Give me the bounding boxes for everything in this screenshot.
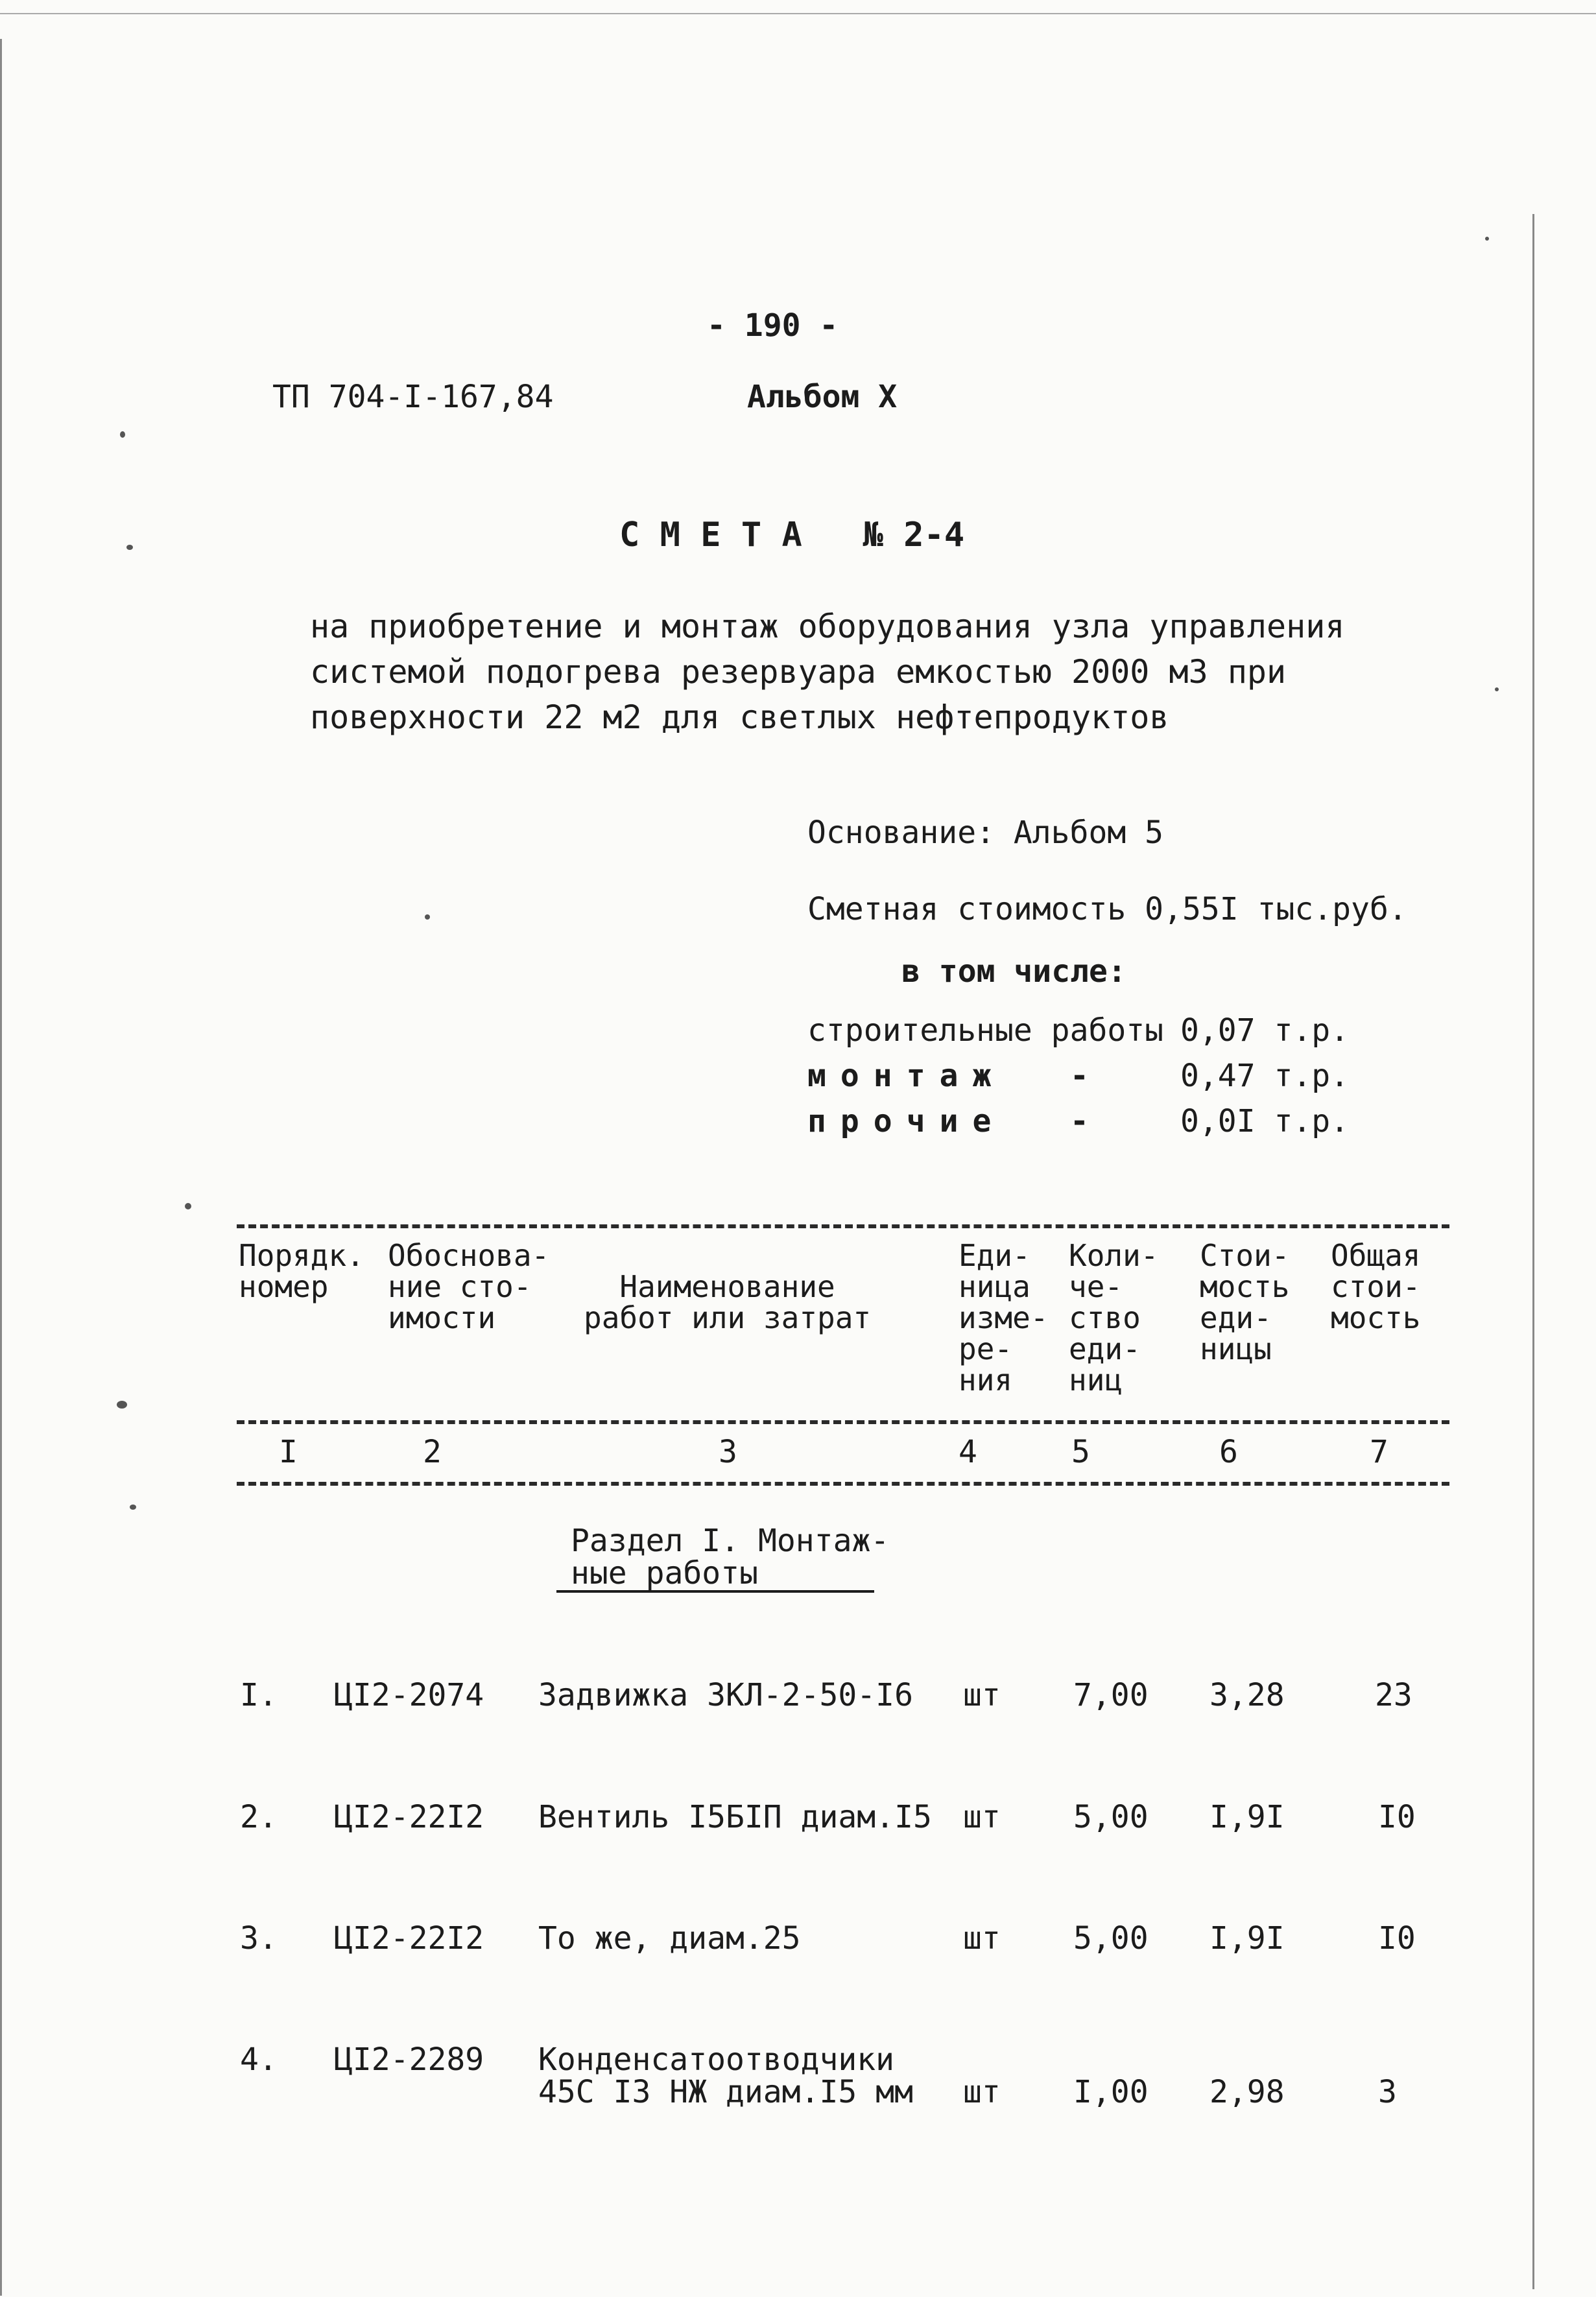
row-4-name-line-2: 45С I3 НЖ диам.I5 мм (538, 2074, 913, 2110)
row-1-name: Задвижка ЗКЛ-2-50-I6 (538, 1677, 913, 1713)
header-work-name: Наименование работ или затрат (584, 1269, 872, 1335)
column-number-7: 7 (1370, 1434, 1388, 1470)
row-4-unit: шт (963, 2074, 1001, 2110)
row-3-name: То же, диам.25 (538, 1920, 801, 1957)
row-4-number: 4. (240, 2041, 278, 2078)
row-3-code: ЦI2-22I2 (334, 1920, 484, 1957)
row-2-unit-cost: I,9I (1209, 1799, 1285, 1835)
section-title-line-2: ные работы (571, 1555, 758, 1591)
scan-speck (126, 545, 133, 550)
row-3-unit: шт (963, 1920, 1001, 1957)
row-1-unit-cost: 3,28 (1209, 1677, 1285, 1713)
row-3-quantity: 5,00 (1073, 1920, 1149, 1957)
row-4-code: ЦI2-2289 (334, 2041, 484, 2078)
breakdown-value-construction: 0,07 т.р. (1180, 1012, 1350, 1049)
header-total-cost: Общая стои- мость (1331, 1238, 1421, 1335)
scan-speck (185, 1203, 191, 1209)
section-title-underline (556, 1590, 874, 1593)
row-2-code: ЦI2-22I2 (334, 1799, 484, 1835)
document-title: С М Е Т А № 2-4 (619, 516, 965, 554)
row-3-unit-cost: I,9I (1209, 1920, 1285, 1957)
header-quantity: Коли- че- ство еди- ниц (1069, 1238, 1159, 1398)
scan-speck (1485, 237, 1489, 241)
header-unit-cost: Стои- мость еди- ницы (1200, 1238, 1290, 1366)
scan-speck (120, 431, 125, 438)
table-top-rule (237, 1224, 1449, 1228)
breakdown-label-installation: монтаж (807, 1058, 1006, 1094)
subtitle-line-1: на приобретение и монтаж оборудования узла управления (310, 608, 1345, 645)
row-4-total: 3 (1378, 2074, 1397, 2110)
column-number-3: 3 (719, 1434, 737, 1470)
section-title-line-1: Раздел I. Монтаж- (571, 1523, 890, 1559)
breakdown-dash-installation: - (1070, 1058, 1089, 1094)
breakdown-label-construction: строительные работы (807, 1012, 1164, 1049)
row-4-unit-cost: 2,98 (1209, 2074, 1285, 2110)
document-code: ТП 704-I-167,84 (272, 379, 554, 415)
header-order-number: Порядк. номер (239, 1238, 364, 1304)
row-2-total: I0 (1378, 1799, 1416, 1835)
subtitle-line-3: поверхности 22 м2 для светлых нефтепродуктов (310, 698, 1169, 736)
breakdown-label-other: прочие (807, 1103, 1006, 1139)
row-2-quantity: 5,00 (1073, 1799, 1149, 1835)
subtitle-line-2: системой подогрева резервуара емкостью 2000 м3 при (310, 653, 1287, 691)
row-2-name: Вентиль I5БIП диам.I5 (538, 1799, 932, 1835)
column-number-4: 4 (959, 1434, 977, 1470)
column-number-1: I (279, 1434, 298, 1470)
row-4-name-line-1: Конденсатоотводчики (538, 2041, 895, 2078)
scan-speck (130, 1505, 136, 1510)
row-3-number: 3. (240, 1920, 278, 1957)
row-1-quantity: 7,00 (1073, 1677, 1149, 1713)
page-number: - 190 - (707, 307, 839, 344)
scan-edge-left (0, 39, 2, 2296)
including-text: в том числе: (901, 953, 1126, 990)
row-1-unit: шт (963, 1677, 1001, 1713)
breakdown-value-installation: 0,47 т.р. (1180, 1058, 1350, 1094)
scan-edge-top (0, 13, 1596, 14)
scan-edge-right (1532, 214, 1534, 2289)
header-unit: Еди- ница изме- ре- ния (959, 1238, 1049, 1398)
header-bottom-rule (237, 1420, 1449, 1424)
scan-speck (1495, 687, 1499, 691)
scan-speck (117, 1401, 127, 1409)
column-numbers-bottom-rule (237, 1482, 1449, 1486)
row-1-number: I. (240, 1677, 278, 1713)
column-number-5: 5 (1071, 1434, 1090, 1470)
breakdown-value-other: 0,0I т.р. (1180, 1103, 1350, 1139)
row-1-code: ЦI2-2074 (334, 1677, 484, 1713)
row-2-unit: шт (963, 1799, 1001, 1835)
row-4-quantity: I,00 (1073, 2074, 1149, 2110)
estimated-cost-text: Сметная стоимость 0,55I тыс.руб. (807, 891, 1407, 927)
breakdown-dash-other: - (1070, 1103, 1089, 1139)
row-3-total: I0 (1378, 1920, 1416, 1957)
row-2-number: 2. (240, 1799, 278, 1835)
column-number-2: 2 (423, 1434, 442, 1470)
header-cost-basis: Обоснова- ние сто- имости (388, 1238, 550, 1335)
album-label: Альбом X (747, 379, 898, 415)
basis-text: Основание: Альбом 5 (807, 815, 1164, 851)
row-1-total: 23 (1375, 1677, 1412, 1713)
column-number-6: 6 (1219, 1434, 1238, 1470)
scan-speck (425, 914, 430, 920)
